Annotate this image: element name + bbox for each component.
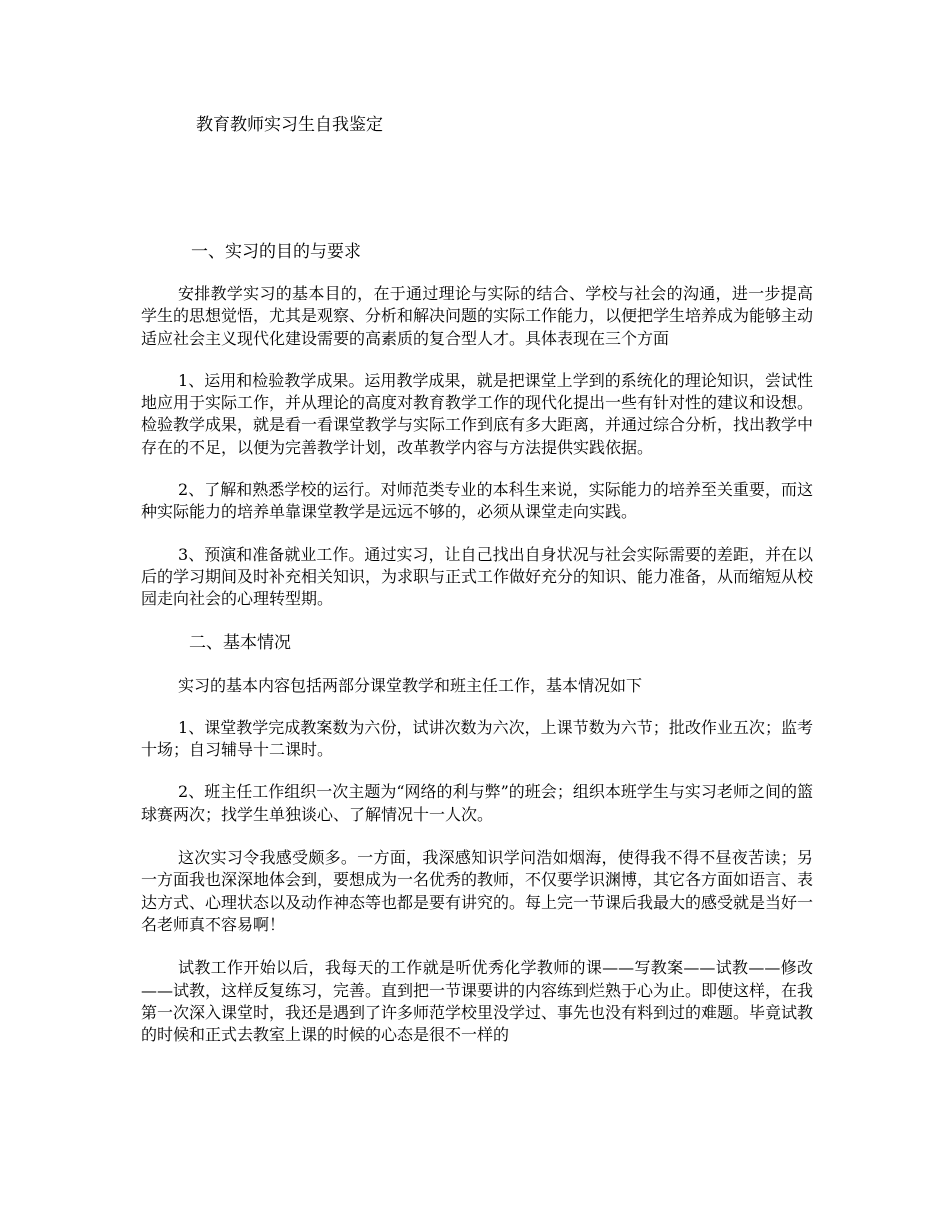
section-heading-basic-situation: 二、基本情况 xyxy=(189,632,291,653)
paragraph: 2、了解和熟悉学校的运行。对师范类专业的本科生来说，实际能力的培养至关重要，而这种实际能力的培养单靠课堂教学是远远不够的，必须从课堂走向实践。 xyxy=(141,480,813,522)
document-title: 教育教师实习生自我鉴定 xyxy=(196,115,383,135)
paragraph: 安排教学实习的基本目的，在于通过理论与实际的结合、学校与社会的沟通，进一步提高学生的思想觉悟，尤其是观察、分析和解决问题的实际工作能力，以便把学生培养成为能够主动适应社会主义现代化建设需要的高素质的复合型人才。具体表现在三个方面 xyxy=(141,284,814,348)
paragraph: 实习的基本内容包括两部分课堂教学和班主任工作，基本情况如下 xyxy=(178,675,643,695)
paragraph: 2、班主任工作组织一次主题为“网络的利与弊”的班会；组织本班学生与实习老师之间的篮球赛两次；找学生单独谈心、了解情况十一人次。 xyxy=(141,782,813,824)
paragraph: 这次实习令我感受颇多。一方面，我深感知识学问浩如烟海，使得我不得不昼夜苦读；另一方面我也深深地体会到，要想成为一名优秀的教师，不仅要学识渊博，其它各方面如语言、表达方式、心理状态以及动作神态等也都是要有讲究的。每上完一节课后我最大的感受就是当好一名老师真不容易啊！ xyxy=(141,848,814,934)
paragraph: 1、课堂教学完成教案数为六份，试讲次数为六次，上课节数为六节；批改作业五次；监考十场；自习辅导十二课时。 xyxy=(141,717,813,760)
document-body xyxy=(141,240,813,1046)
section-heading-purpose: 一、实习的目的与要求 xyxy=(191,242,361,262)
paragraph: 3、预演和准备就业工作。通过实习，让自己找出自身状况与社会实际需要的差距，并在以后的学习期间及时补充相关知识，为求职与正式工作做好充分的知识、能力准备，从而缩短从校园走向社会的心理转型期。 xyxy=(141,544,814,609)
paragraph: 试教工作开始以后，我每天的工作就是听优秀化学教师的课——写教案——试教——修改——试教，这样反复练习，完善。直到把一节课要讲的内容练到烂熟于心为止。即使这样，在我第一次深入课堂时，我还是遇到了许多师范学校里没学过、事先也没有料到过的难题。毕竟试教的时候和正式去教室上课的时候的心态是很不一样的 xyxy=(141,958,814,1045)
paragraph: 1、运用和检验教学成果。运用教学成果，就是把课堂上学到的系统化的理论知识，尝试性地应用于实际工作，并从理论的高度对教育教学工作的现代化提出一些有针对性的建议和设想。检验教学成果，就是看一看课堂教学与实际工作到底有多大距离，并通过综合分析，找出教学中存在的不足，以便为完善教学计划，改革教学内容与方法提供实践依据。 xyxy=(141,370,814,457)
